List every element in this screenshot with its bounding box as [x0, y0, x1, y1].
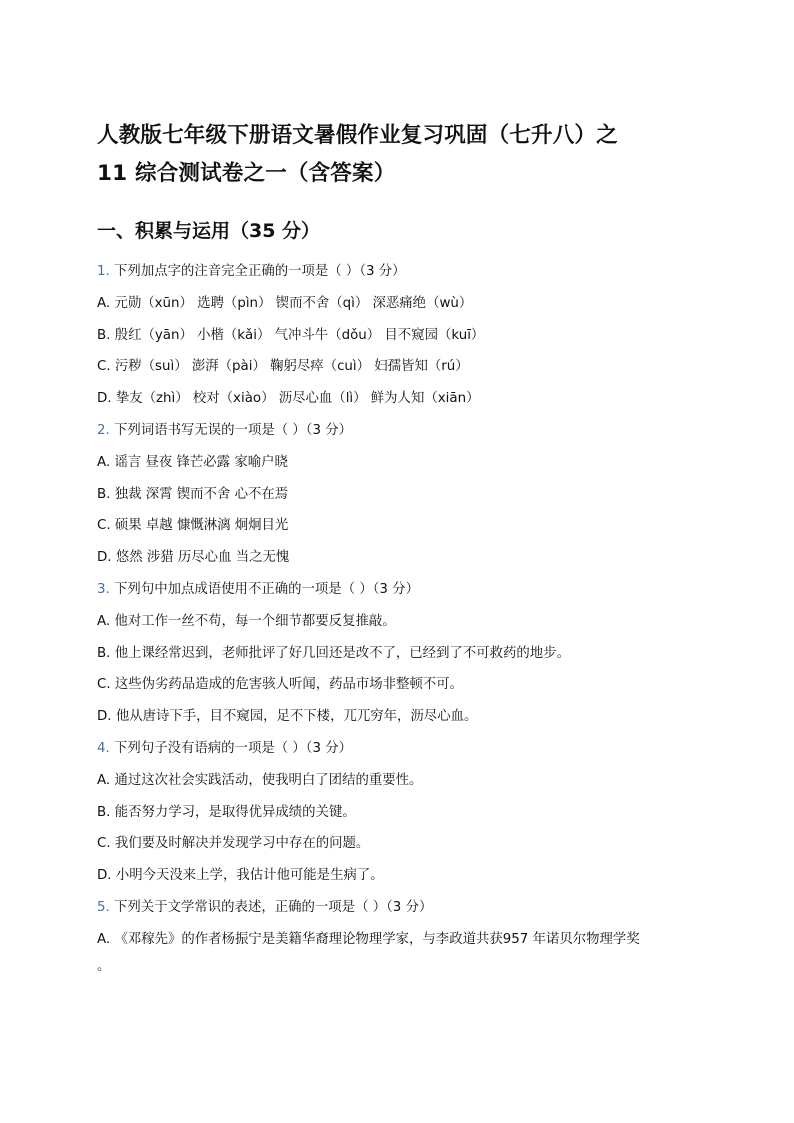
answer-option: D. 他从唐诗下手，目不窥园，足不下楼，兀兀穷年，沥尽心血。 [97, 709, 478, 725]
answer-option: B. 能否努力学习，是取得优异成绩的关键。 [97, 804, 356, 820]
answer-option: A. 通过这次社会实践活动，使我明白了团结的重要性。 [97, 772, 423, 788]
question-text: 下列句中加点成语使用不正确的一项是（ ）（3 分） [109, 581, 419, 597]
question-number: 5. [97, 899, 110, 915]
question-stem [97, 256, 717, 288]
answer-option: A. 《邓稼先》的作者杨振宁是美籍华裔理论物理学家，与李政道共获957 年诺贝尔物理学奖 [97, 931, 640, 947]
question-stem [97, 415, 717, 447]
question-stem [97, 733, 717, 765]
answer-option: D. 小明今天没来上学，我估计他可能是生病了。 [97, 868, 384, 884]
answer-option: A. 他对工作一丝不苟，每一个细节都要反复推敲。 [97, 613, 396, 629]
answer-option: D. 悠然 涉猎 历尽心血 当之无愧 [97, 550, 290, 566]
question-list [97, 256, 717, 978]
answer-option: C. 污秽（suì） 澎湃（pài） 鞠躬尽瘁（cuì） 妇孺皆知（rú） [97, 359, 469, 375]
section-heading: 一、积累与运用（35 分） [97, 220, 321, 242]
title-line-1: 人教版七年级下册语文暑假作业复习巩固（七升八）之 [97, 123, 618, 148]
answer-option: C. 硕果 卓越 慷慨淋漓 炯炯目光 [97, 518, 289, 534]
question-stem [97, 892, 717, 924]
question-stem [97, 574, 717, 606]
answer-option: B. 独裁 深霄 锲而不舍 心不在焉 [97, 486, 289, 502]
answer-option: D. 挚友（zhì） 校对（xiào） 沥尽心血（lì） 鲜为人知（xiān） [97, 391, 480, 407]
title-line-2: 11 综合测试卷之一（含答案） [97, 161, 396, 186]
question-number: 4. [97, 740, 110, 756]
question-number: 3. [97, 581, 110, 597]
question-number: 1. [97, 264, 110, 279]
answer-option-continuation: 。 [97, 958, 111, 974]
question-text: 下列句子没有语病的一项是（ ）（3 分） [109, 740, 353, 756]
answer-option: B. 他上课经常迟到，老师批评了好几回还是改不了，已经到了不可救药的地步。 [97, 645, 570, 661]
document-title [97, 117, 717, 193]
question-text: 下列词语书写无误的一项是（ ）（3 分） [109, 422, 353, 438]
question-text: 下列加点字的注音完全正确的一项是（ ）（3 分） [109, 264, 406, 279]
answer-option: C. 这些伪劣药品造成的危害骇人听闻，药品市场非整顿不可。 [97, 677, 464, 693]
answer-option: A. 元勋（xūn） 选聘（pìn） 锲而不舍（qì） 深恶痛绝（wù） [97, 295, 473, 311]
question-number: 2. [97, 422, 110, 438]
answer-option: A. 谣言 昼夜 锋芒必露 家喻户晓 [97, 454, 288, 470]
answer-option: C. 我们要及时解决并发现学习中存在的问题。 [97, 836, 370, 852]
answer-option: B. 殷红（yān） 小楷（kǎi） 气冲斗牛（dǒu） 目不窥园（kuī） [97, 327, 485, 343]
question-text: 下列关于文学常识的表述，正确的一项是（ ）（3 分） [109, 899, 433, 915]
